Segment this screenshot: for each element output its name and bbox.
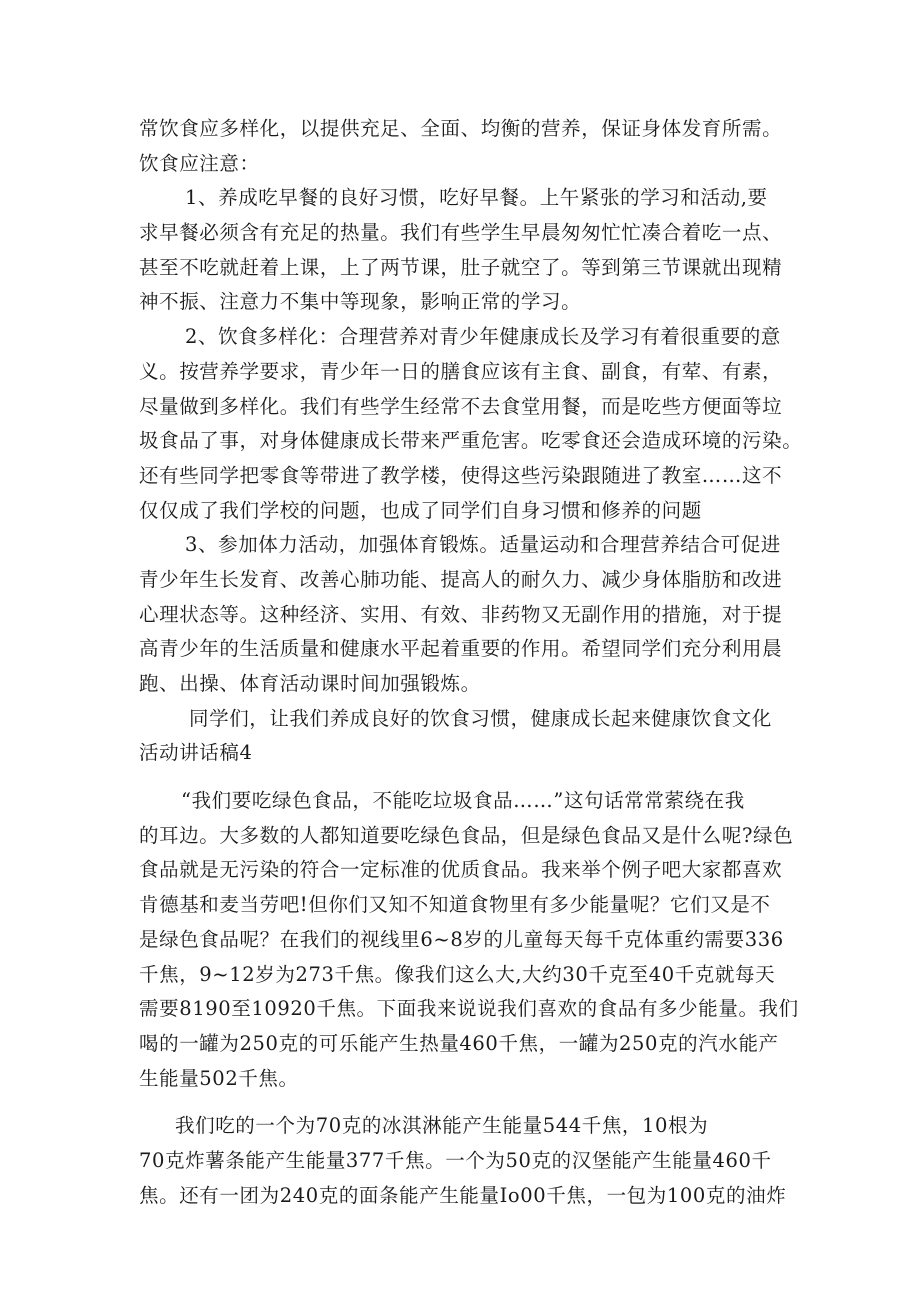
text-line: 3、参加体力活动，加强体育锻炼。适量运动和合理营养结合可促进 <box>185 533 781 557</box>
text-line: 70克炸薯条能产生能量377千焦。一个为50克的汉堡能产生能量460千 <box>139 1148 772 1172</box>
text-line: 饮食应注意： <box>139 151 260 175</box>
text-line: 义。按营养学要求，青少年一日的膳食应该有主食、副食，有荤、有素， <box>139 359 783 383</box>
text-line: 2、饮食多样化：合理营养对青少年健康成长及学习有着很重要的意 <box>185 325 781 349</box>
text-line: 求早餐必须含有充足的热量。我们有些学生早晨匆匆忙忙凑合着吃一点、 <box>139 221 783 245</box>
text-line: 同学们，让我们养成良好的饮食习惯，健康成长起来健康饮食文化 <box>189 706 772 730</box>
text-line: 神不振、注意力不集中等现象，影响正常的学习。 <box>139 290 582 314</box>
text-line: 心理状态等。这种经济、实用、有效、非药物又无副作用的措施，对于提 <box>139 602 783 626</box>
text-line: 还有些同学把零食等带进了教学楼，使得这些污染跟随进了教室……这不 <box>139 463 783 487</box>
text-line: 食品就是无污染的符合一定标准的优质食品。我来举个例子吧大家都喜欢 <box>139 858 783 882</box>
text-line: “我们要吃绿色食品，不能吃垃圾食品……”这句话常常萦绕在我 <box>181 789 745 813</box>
text-line: 青少年生长发育、改善心肺功能、提高人的耐久力、减少身体脂肪和改进 <box>139 567 783 591</box>
text-line: 跑、出操、体育活动课时间加强锻炼。 <box>139 672 481 695</box>
paragraph-gap <box>139 1096 789 1109</box>
text-line: 需要8190至10920千焦。下面我来说说我们喜欢的食品有多少能量。我们 <box>139 997 799 1021</box>
text-line: 高青少年的生活质量和健康水平起着重要的作用。希望同学们充分利用晨 <box>139 637 783 661</box>
paragraph-gap <box>139 771 789 784</box>
text-line: 仅仅成了我们学校的问题，也成了同学们自身习惯和修养的问题 <box>139 498 702 522</box>
text-line: 尽量做到多样化。我们有些学生经常不去食堂用餐，而是吃些方便面等垃 <box>139 394 783 418</box>
text-line: 活动讲话稿4 <box>139 741 253 765</box>
text-line: 我们吃的一个为70克的冰淇淋能产生能量544千焦，10根为 <box>175 1114 709 1138</box>
text-line: 生能量502千焦。 <box>139 1066 299 1090</box>
text-line: 的耳边。大多数的人都知道要吃绿色食品，但是绿色食品又是什么呢?绿色 <box>139 823 794 847</box>
document-body <box>139 112 803 1213</box>
text-line: 甚至不吃就赶着上课，上了两节课，肚子就空了。等到第三节课就出现精 <box>139 255 783 279</box>
text-line: 喝的一罐为250克的可乐能产生热量460千焦，一罐为250克的汽水能产 <box>139 1031 779 1055</box>
text-line: 千焦，9~12岁为273千焦。像我们这么大,大约30千克至40千克就每天 <box>139 962 776 986</box>
text-line: 常饮食应多样化，以提供充足、全面、均衡的营养，保证身体发育所需。 <box>139 117 783 140</box>
text-line: 1、养成吃早餐的良好习惯，吃好早餐。上午紧张的学习和活动,要 <box>185 186 768 210</box>
text-line: 是绿色食品呢？在我们的视线里6~8岁的儿童每天每千克体重约需要336 <box>139 927 784 951</box>
text-line: 肯德基和麦当劳吧!但你们又知不知道食物里有多少能量呢？它们又是不 <box>139 893 771 917</box>
text-line: 圾食品了事，对身体健康成长带来严重危害。吃零食还会造成环境的污染。 <box>139 429 803 453</box>
text-line: 焦。还有一团为240克的面条能产生能量Io00千焦，一包为100克的油炸 <box>139 1183 787 1207</box>
